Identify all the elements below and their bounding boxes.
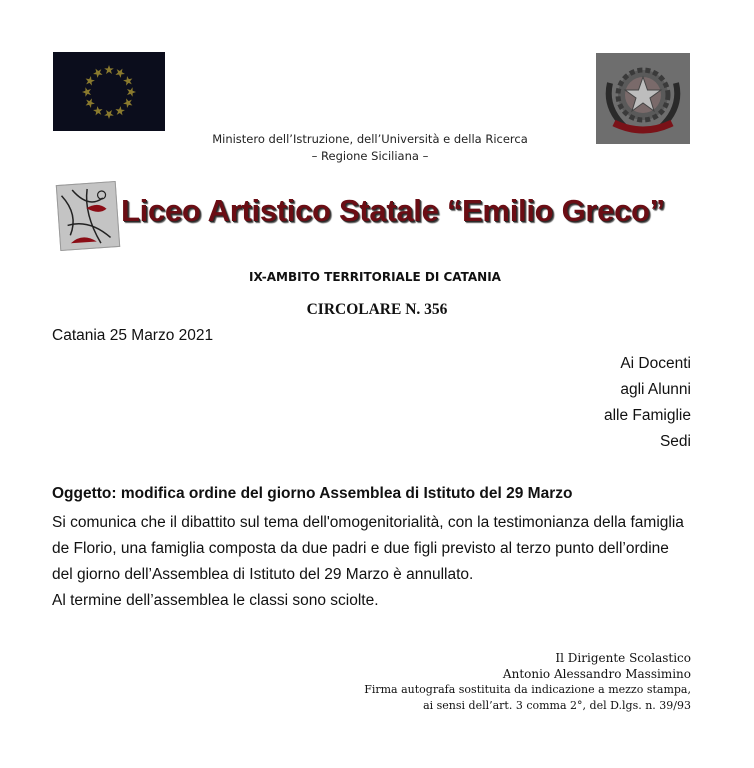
body-line: Al termine dell’assemblea le classi sono sciolte. bbox=[52, 592, 379, 609]
document-date: Catania 25 Marzo 2021 bbox=[52, 327, 214, 344]
signatory-name: Antonio Alessandro Massimino bbox=[502, 666, 691, 681]
signatory-role: Il Dirigente Scolastico bbox=[555, 651, 691, 665]
body-line: de Florio, una famiglia composta da due padri e due figli previsto al terzo punto dell’ordine bbox=[52, 540, 669, 557]
ministry-name: Ministero dell’Istruzione, dell’Università e della Ricerca bbox=[212, 132, 528, 146]
school-logo-artwork-icon bbox=[56, 181, 120, 251]
region-name: – Regione Siciliana – bbox=[311, 149, 429, 163]
eu-flag-icon bbox=[53, 52, 165, 131]
subject-line: Oggetto: modifica ordine del giorno Assemblea di Istituto del 29 Marzo bbox=[52, 485, 573, 502]
circular-number: CIRCOLARE N. 356 bbox=[306, 301, 448, 318]
body-line: del giorno dell’Assemblea di Istituto del 29 Marzo è annullato. bbox=[52, 566, 474, 583]
ministry-heading bbox=[150, 131, 590, 165]
signature-note: Firma autografa sostituita da indicazione a mezzo stampa, bbox=[364, 683, 691, 696]
recipient: agli Alunni bbox=[620, 381, 691, 398]
italian-republic-emblem-icon bbox=[596, 53, 690, 144]
body-line: Si comunica che il dibattito sul tema dell'omogenitorialità, con la testimonianza della famiglia bbox=[52, 514, 684, 531]
recipients-block bbox=[604, 351, 691, 455]
recipient: alle Famiglie bbox=[603, 407, 691, 424]
body-text bbox=[52, 510, 712, 614]
signature-block bbox=[364, 651, 691, 713]
signature-legal-reference: ai sensi dell’art. 3 comma 2°, del D.lgs. n. 39/93 bbox=[423, 698, 691, 712]
school-name: Liceo Artistico Statale “Emilio Greco” bbox=[121, 193, 665, 228]
recipient: Sedi bbox=[659, 433, 691, 450]
recipient: Ai Docenti bbox=[620, 355, 691, 372]
territorial-area: IX-AMBITO TERRITORIALE DI CATANIA bbox=[249, 270, 501, 284]
